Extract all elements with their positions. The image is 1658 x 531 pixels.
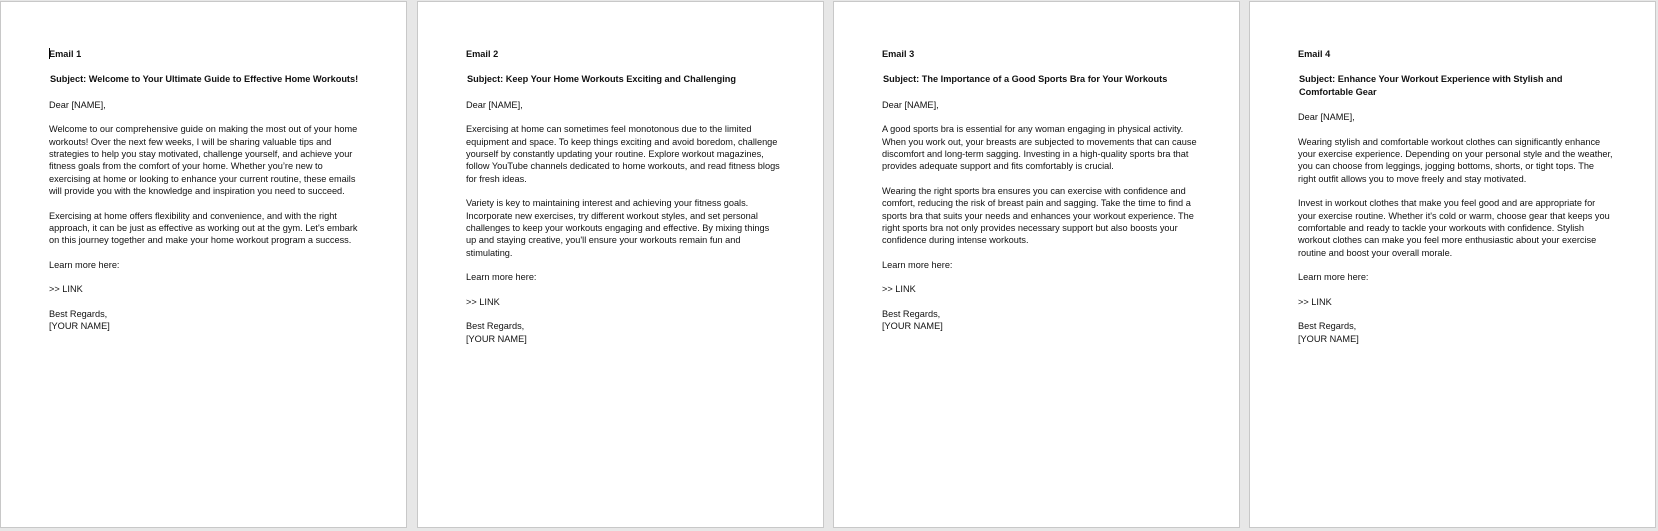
email-signature: [YOUR NAME] (1298, 333, 1359, 344)
email-signature: [YOUR NAME] (466, 333, 527, 344)
email-greeting: Dear [NAME], (882, 99, 939, 110)
page-2[interactable] (417, 1, 824, 528)
link-placeholder: >> LINK (466, 296, 500, 307)
link-placeholder: >> LINK (1298, 296, 1332, 307)
email-closing: Best Regards, (466, 321, 525, 332)
page-content[interactable] (466, 48, 781, 345)
email-heading: Email 3 (882, 49, 915, 59)
email-paragraph: Exercising at home offers flexibility and convenience, and with the right approach, it can be just as effective as working out at the gym. Let's embark on this journey together and make your home workout program a success. (49, 210, 358, 246)
email-greeting: Dear [NAME], (1298, 112, 1355, 123)
page-content[interactable] (49, 48, 364, 333)
link-placeholder: >> LINK (49, 284, 83, 295)
learn-more-text: Learn more here: (882, 259, 953, 270)
learn-more-text: Learn more here: (49, 259, 120, 270)
page-4[interactable] (1249, 1, 1656, 528)
email-heading: Email 4 (1298, 49, 1331, 59)
email-paragraph: Wearing the right sports bra ensures you can exercise with confidence and comfort, reducing the risk of breast pain and sagging. Take the time to find a sports bra that suits your needs and enhances your workout experience. The right sports bra not only provides necessary support but also boosts your confidence during intense workouts. (882, 185, 1194, 246)
email-heading: Email 2 (466, 49, 499, 59)
email-signature: [YOUR NAME] (882, 321, 943, 332)
email-paragraph: Wearing stylish and comfortable workout clothes can significantly enhance your exercise experience. Depending on your personal style and the weather, you can choose from leggings, jogging bottoms, shorts, or tight tops. The right outfit allows you to move freely and stay motivated. (1298, 136, 1613, 184)
learn-more-text: Learn more here: (1298, 272, 1369, 283)
email-subject: Subject: The Importance of a Good Sports Bra for Your Workouts (883, 74, 1168, 85)
email-greeting: Dear [NAME], (49, 99, 106, 110)
page-content[interactable] (882, 48, 1197, 333)
email-greeting: Dear [NAME], (466, 99, 523, 110)
page-3[interactable] (833, 1, 1240, 528)
email-closing: Best Regards, (882, 308, 941, 319)
email-paragraph: Welcome to our comprehensive guide on making the most out of your home workouts! Over the next few weeks, I will be sharing valuable tips and strategies to help you stay motivated, challenge yourself, and achieve your fitness goals from the comfort of your home. Whether you’re new to exercising at home or looking to enhance your current routine, these emails will provide you with the knowledge and inspiration you need to succeed. (49, 124, 358, 197)
link-placeholder: >> LINK (882, 284, 916, 295)
email-paragraph: Invest in workout clothes that make you feel good and are appropriate for your exercise routine. Whether it's cold or warm, choose gear that keeps you comfortable and ready to tackle your workouts with confidence. Stylish workout clothes can make you feel more enthusiastic about your exercise routine and boost your overall morale. (1298, 198, 1610, 258)
email-paragraph: A good sports bra is essential for any woman engaging in physical activity. When you work out, your breasts are subjected to movements that can cause discomfort and long-term sagging. Investing in a high-quality sports bra that provides adequate support and fits comfortably is crucial. (882, 124, 1197, 172)
email-signature: [YOUR NAME] (49, 321, 110, 332)
email-subject: Subject: Enhance Your Workout Experience with Stylish and Comfortable Gear (1299, 74, 1563, 97)
email-paragraph: Variety is key to maintaining interest and achieving your fitness goals. Incorporate new exercises, try different workout styles, and set personal challenges to keep your workouts engaging and effective. By mixing things up and staying creative, you'll ensure your workouts remain fun and stimulating. (466, 198, 770, 258)
learn-more-text: Learn more here: (466, 272, 537, 283)
page-1[interactable] (0, 1, 407, 528)
email-closing: Best Regards, (1298, 321, 1357, 332)
email-paragraph: Exercising at home can sometimes feel monotonous due to the limited equipment and space. To keep things exciting and avoid boredom, challenge yourself by constantly updating your routine. Explore workout magazines, follow YouTube channels dedicated to home workouts, and read fitness blogs for fresh ideas. (466, 124, 780, 184)
email-closing: Best Regards, (49, 308, 108, 319)
email-subject: Subject: Welcome to Your Ultimate Guide to Effective Home Workouts! (50, 74, 359, 85)
email-heading (49, 48, 364, 60)
email-subject: Subject: Keep Your Home Workouts Exciting and Challenging (467, 74, 737, 85)
page-content[interactable] (1298, 48, 1613, 345)
email-heading-text: Email 1 (49, 49, 82, 59)
